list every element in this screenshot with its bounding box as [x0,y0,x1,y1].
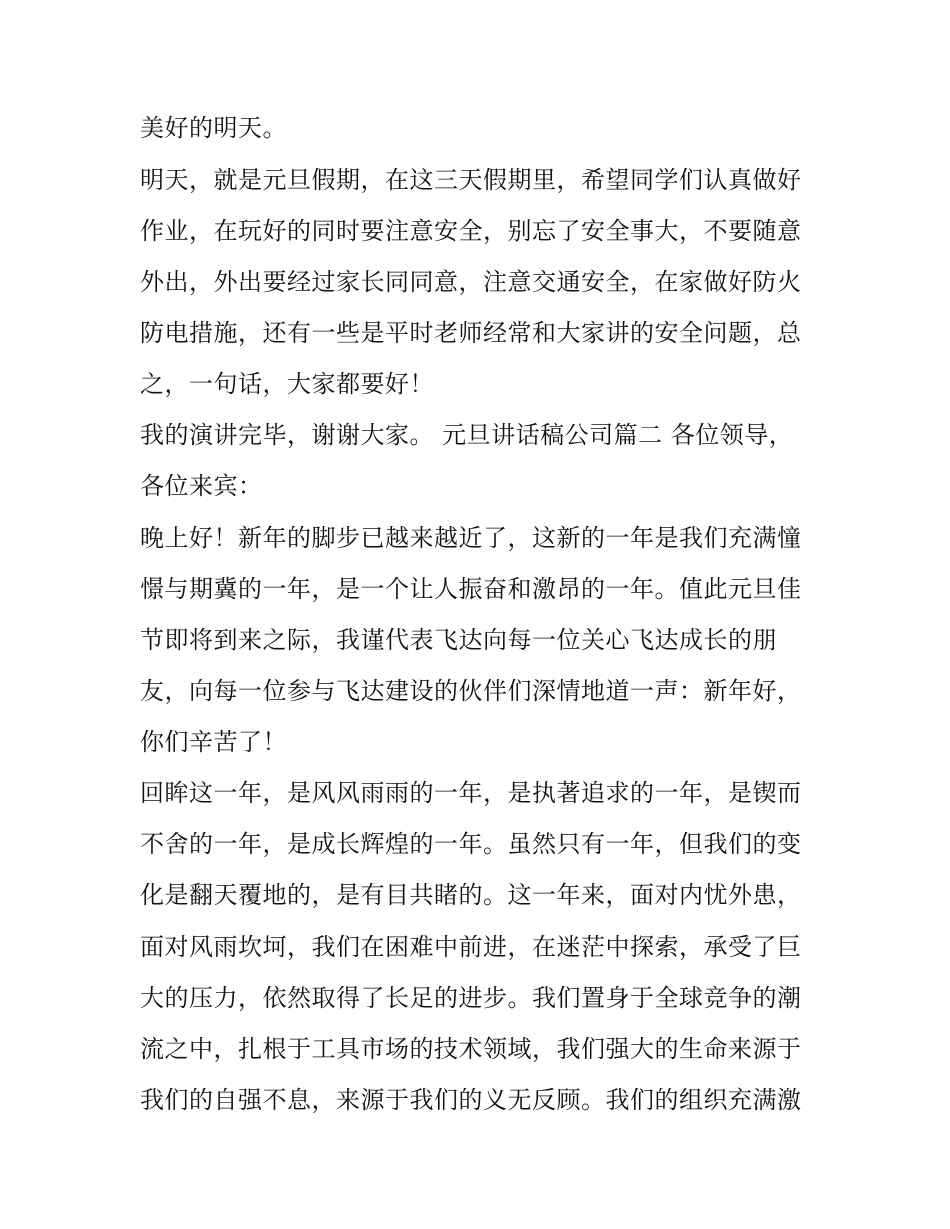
text-line: 各位来宾： [140,472,263,500]
text-line: 美好的明天。 [140,114,287,142]
text-line: 我们的自强不息，来源于我们的义无反顾。我们的组织充满激 [140,1086,802,1114]
text-line: 晚上好！新年的脚步已越来越近了，这新的一年是我们充满憧 [140,524,802,552]
text-line: 面对风雨坎坷，我们在困难中前进，在迷茫中探索，承受了巨 [140,933,802,961]
text-line: 明天，就是元旦假期，在这三天假期里，希望同学们认真做好 [140,166,802,194]
text-line: 大的压力，依然取得了长足的进步。我们置身于全球竞争的潮 [140,984,802,1012]
text-line: 不舍的一年，是成长辉煌的一年。虽然只有一年，但我们的变 [140,830,802,858]
text-line: 防电措施，还有一些是平时老师经常和大家讲的安全问题，总 [140,319,802,347]
text-line: 节即将到来之际，我谨代表飞达向每一位关心飞达成长的朋 [140,626,777,654]
text-line: 之，一句话，大家都要好！ [140,370,434,398]
text-line: 外出，外出要经过家长同同意，注意交通安全，在家做好防火 [140,268,802,296]
text-line: 憬与期冀的一年，是一个让人振奋和激昂的一年。值此元旦佳 [140,575,802,603]
text-line: 回眸这一年，是风风雨雨的一年，是执著追求的一年，是锲而 [140,779,802,807]
text-line: 化是翻天覆地的，是有目共睹的。这一年来，面对内忧外患， [140,881,802,909]
text-line: 作业，在玩好的同时要注意安全，别忘了安全事大，不要随意 [140,217,802,245]
text-line: 你们辛苦了！ [140,728,287,756]
text-line: 流之中，扎根于工具市场的技术领域，我们强大的生命来源于 [140,1035,802,1063]
text-line: 我的演讲完毕，谢谢大家。 元旦讲话稿公司篇二 各位领导， [140,421,794,449]
text-line: 友，向每一位参与飞达建设的伙伴们深情地道一声：新年好， [140,677,802,705]
